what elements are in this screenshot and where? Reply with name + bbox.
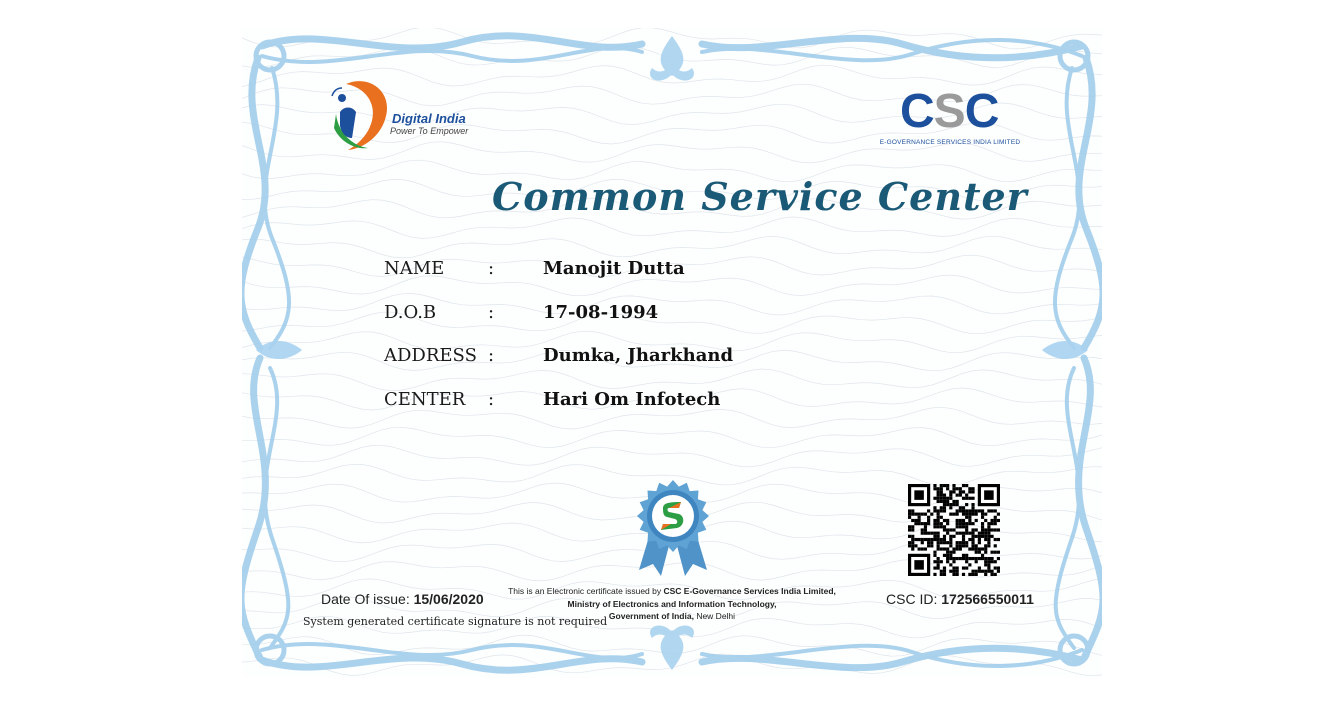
csc-id xyxy=(886,591,1034,607)
issue-date-label: Date Of issue: xyxy=(321,591,410,607)
certificate xyxy=(242,28,1102,678)
issuer-line-3 xyxy=(492,610,852,623)
field-separator-address: : xyxy=(488,345,495,366)
issuer-prefix: This is an Electronic certificate issued by xyxy=(508,586,662,596)
issuer-org: CSC E-Governance Services India Limited, xyxy=(663,586,836,596)
field-label-name: NAME xyxy=(384,258,445,279)
field-separator-center: : xyxy=(488,389,495,410)
issue-date xyxy=(321,591,484,607)
field-label-address: ADDRESS xyxy=(384,345,477,366)
award-ribbon-icon xyxy=(635,478,711,578)
field-separator-dob: : xyxy=(488,302,495,323)
csc-logo-letter-c2: C xyxy=(964,85,999,138)
csc-id-label: CSC ID: xyxy=(886,591,938,607)
issuer-ministry: Ministry of Electronics and Information Technology, xyxy=(567,598,777,609)
certificate-title: Common Service Center xyxy=(492,174,1028,219)
issuer-statement xyxy=(492,585,852,623)
field-value-dob: 17-08-1994 xyxy=(543,302,659,323)
issue-date-value: 15/06/2020 xyxy=(413,591,484,607)
issuer-line-1 xyxy=(492,585,852,598)
digital-india-name: Digital India xyxy=(392,111,466,126)
digital-india-tagline: Power To Empower xyxy=(390,126,469,136)
signature-note: System generated certificate signature is not required xyxy=(303,615,608,628)
qr-code-icon xyxy=(908,484,1000,576)
issuer-government: Government of India, xyxy=(608,611,694,621)
csc-logo-letter-c1: C xyxy=(900,85,934,138)
digital-india-logo-icon xyxy=(326,76,392,154)
csc-logo-letter-s: S xyxy=(933,85,965,138)
field-label-dob: D.O.B xyxy=(384,302,437,323)
field-value-name: Manojit Dutta xyxy=(543,258,685,279)
field-value-address: Dumka, Jharkhand xyxy=(543,345,734,366)
issuer-line-2 xyxy=(492,598,852,611)
field-separator-name: : xyxy=(488,258,495,279)
csc-id-value: 172566550011 xyxy=(941,591,1034,607)
field-value-center: Hari Om Infotech xyxy=(543,389,721,410)
issuer-city: New Delhi xyxy=(696,611,736,621)
csc-logo-tagline: E-GOVERNANCE SERVICES INDIA LIMITED xyxy=(879,139,1021,146)
field-label-center: CENTER xyxy=(384,389,466,410)
csc-logo xyxy=(900,85,1004,138)
